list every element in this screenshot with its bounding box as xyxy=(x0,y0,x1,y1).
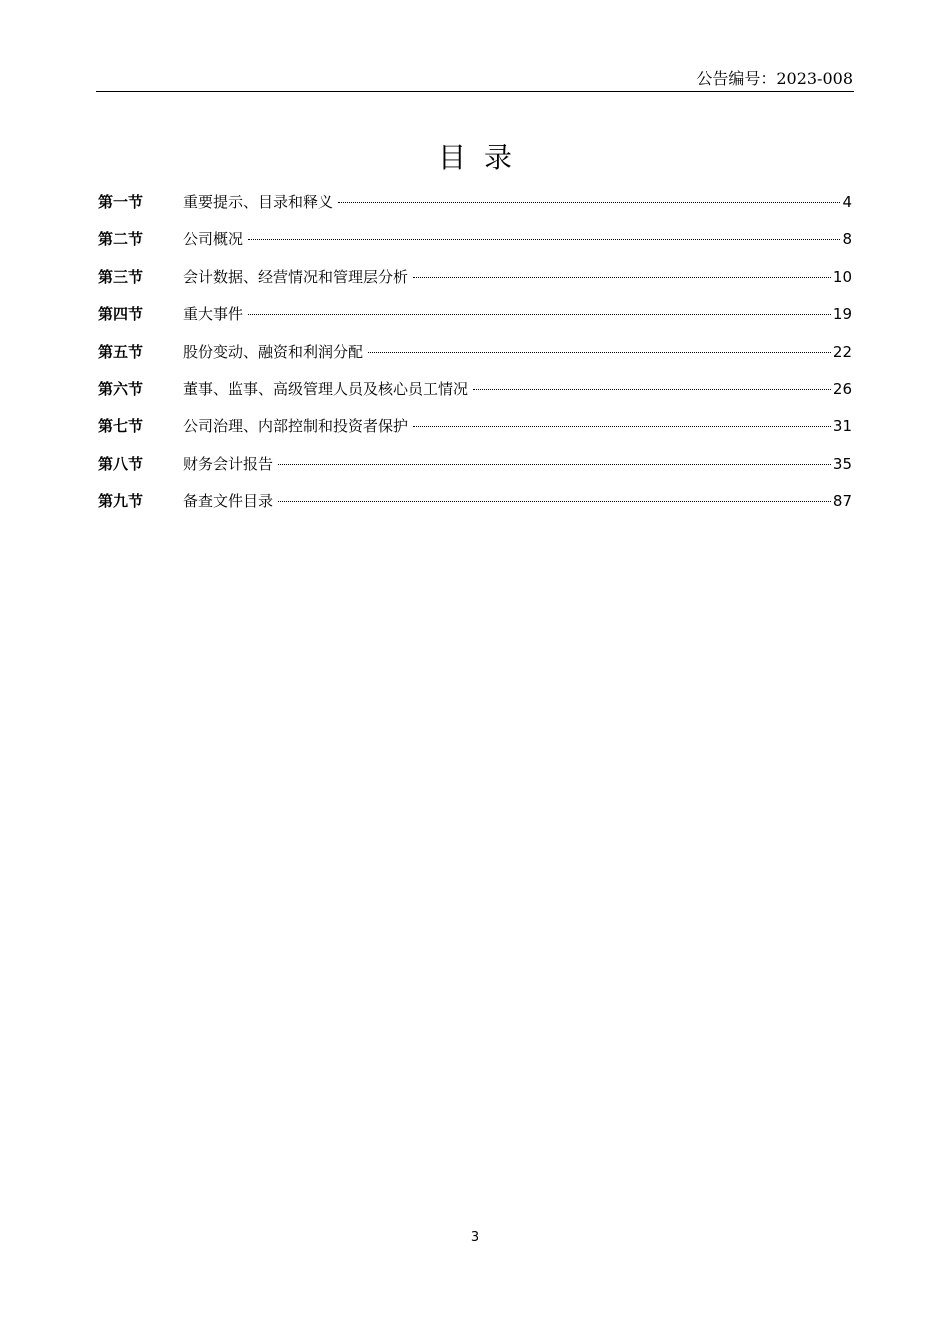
dot-leader xyxy=(368,352,831,353)
toc-section-title: 董事、监事、高级管理人员及核心员工情况 xyxy=(183,379,469,398)
announcement-number: 公告编号：2023-008 xyxy=(696,69,853,88)
toc-page-number: 22 xyxy=(832,342,852,361)
toc-section-title: 财务会计报告 xyxy=(183,454,274,473)
toc-section-title: 公司概况 xyxy=(183,230,244,249)
toc-entry[interactable] xyxy=(98,377,852,414)
toc-entry[interactable] xyxy=(98,340,852,377)
toc-page-number: 26 xyxy=(832,379,852,398)
toc-section-number: 第三节 xyxy=(98,267,144,286)
dot-leader xyxy=(248,314,831,315)
toc-entry[interactable] xyxy=(98,265,852,302)
toc-section-number: 第六节 xyxy=(98,379,144,398)
toc-section-title: 重大事件 xyxy=(183,305,244,324)
toc-section-title: 重要提示、目录和释义 xyxy=(183,193,334,211)
toc-section-number: 第一节 xyxy=(98,193,144,211)
toc-entry[interactable] xyxy=(98,452,852,489)
toc-section-number: 第二节 xyxy=(98,230,144,249)
toc-page-number: 87 xyxy=(832,492,852,511)
toc-section-title: 会计数据、经营情况和管理层分析 xyxy=(183,267,409,286)
toc-section-number: 第四节 xyxy=(98,305,144,324)
page-number: 3 xyxy=(470,1230,480,1245)
dot-leader xyxy=(413,277,831,278)
toc-entry[interactable] xyxy=(98,302,852,339)
dot-leader xyxy=(278,501,831,502)
toc-page-number: 10 xyxy=(832,267,852,286)
toc-page-number: 8 xyxy=(842,230,852,249)
dot-leader xyxy=(473,389,831,390)
toc-page-number: 31 xyxy=(832,417,852,436)
toc-entry[interactable] xyxy=(98,414,852,451)
dot-leader xyxy=(248,239,840,240)
toc-page-number: 4 xyxy=(842,193,852,211)
toc-section-title: 公司治理、内部控制和投资者保护 xyxy=(183,417,409,436)
toc-section-number: 第九节 xyxy=(98,492,144,511)
dot-leader xyxy=(413,426,831,427)
toc-section-number: 第八节 xyxy=(98,454,144,473)
toc-entry[interactable] xyxy=(98,489,852,526)
toc-entry[interactable] xyxy=(98,227,852,264)
header-divider xyxy=(96,91,854,92)
dot-leader xyxy=(278,464,831,465)
toc-section-number: 第五节 xyxy=(98,342,144,361)
toc-entry[interactable] xyxy=(98,190,852,227)
toc-page-number: 19 xyxy=(832,305,852,324)
toc-page-number: 35 xyxy=(832,454,852,473)
toc-title: 目录 xyxy=(437,141,530,174)
toc-section-title: 股份变动、融资和利润分配 xyxy=(183,342,364,361)
toc-section-title: 备查文件目录 xyxy=(183,492,274,511)
toc-section-number: 第七节 xyxy=(98,417,144,436)
dot-leader xyxy=(338,202,840,203)
toc-list xyxy=(98,190,852,527)
